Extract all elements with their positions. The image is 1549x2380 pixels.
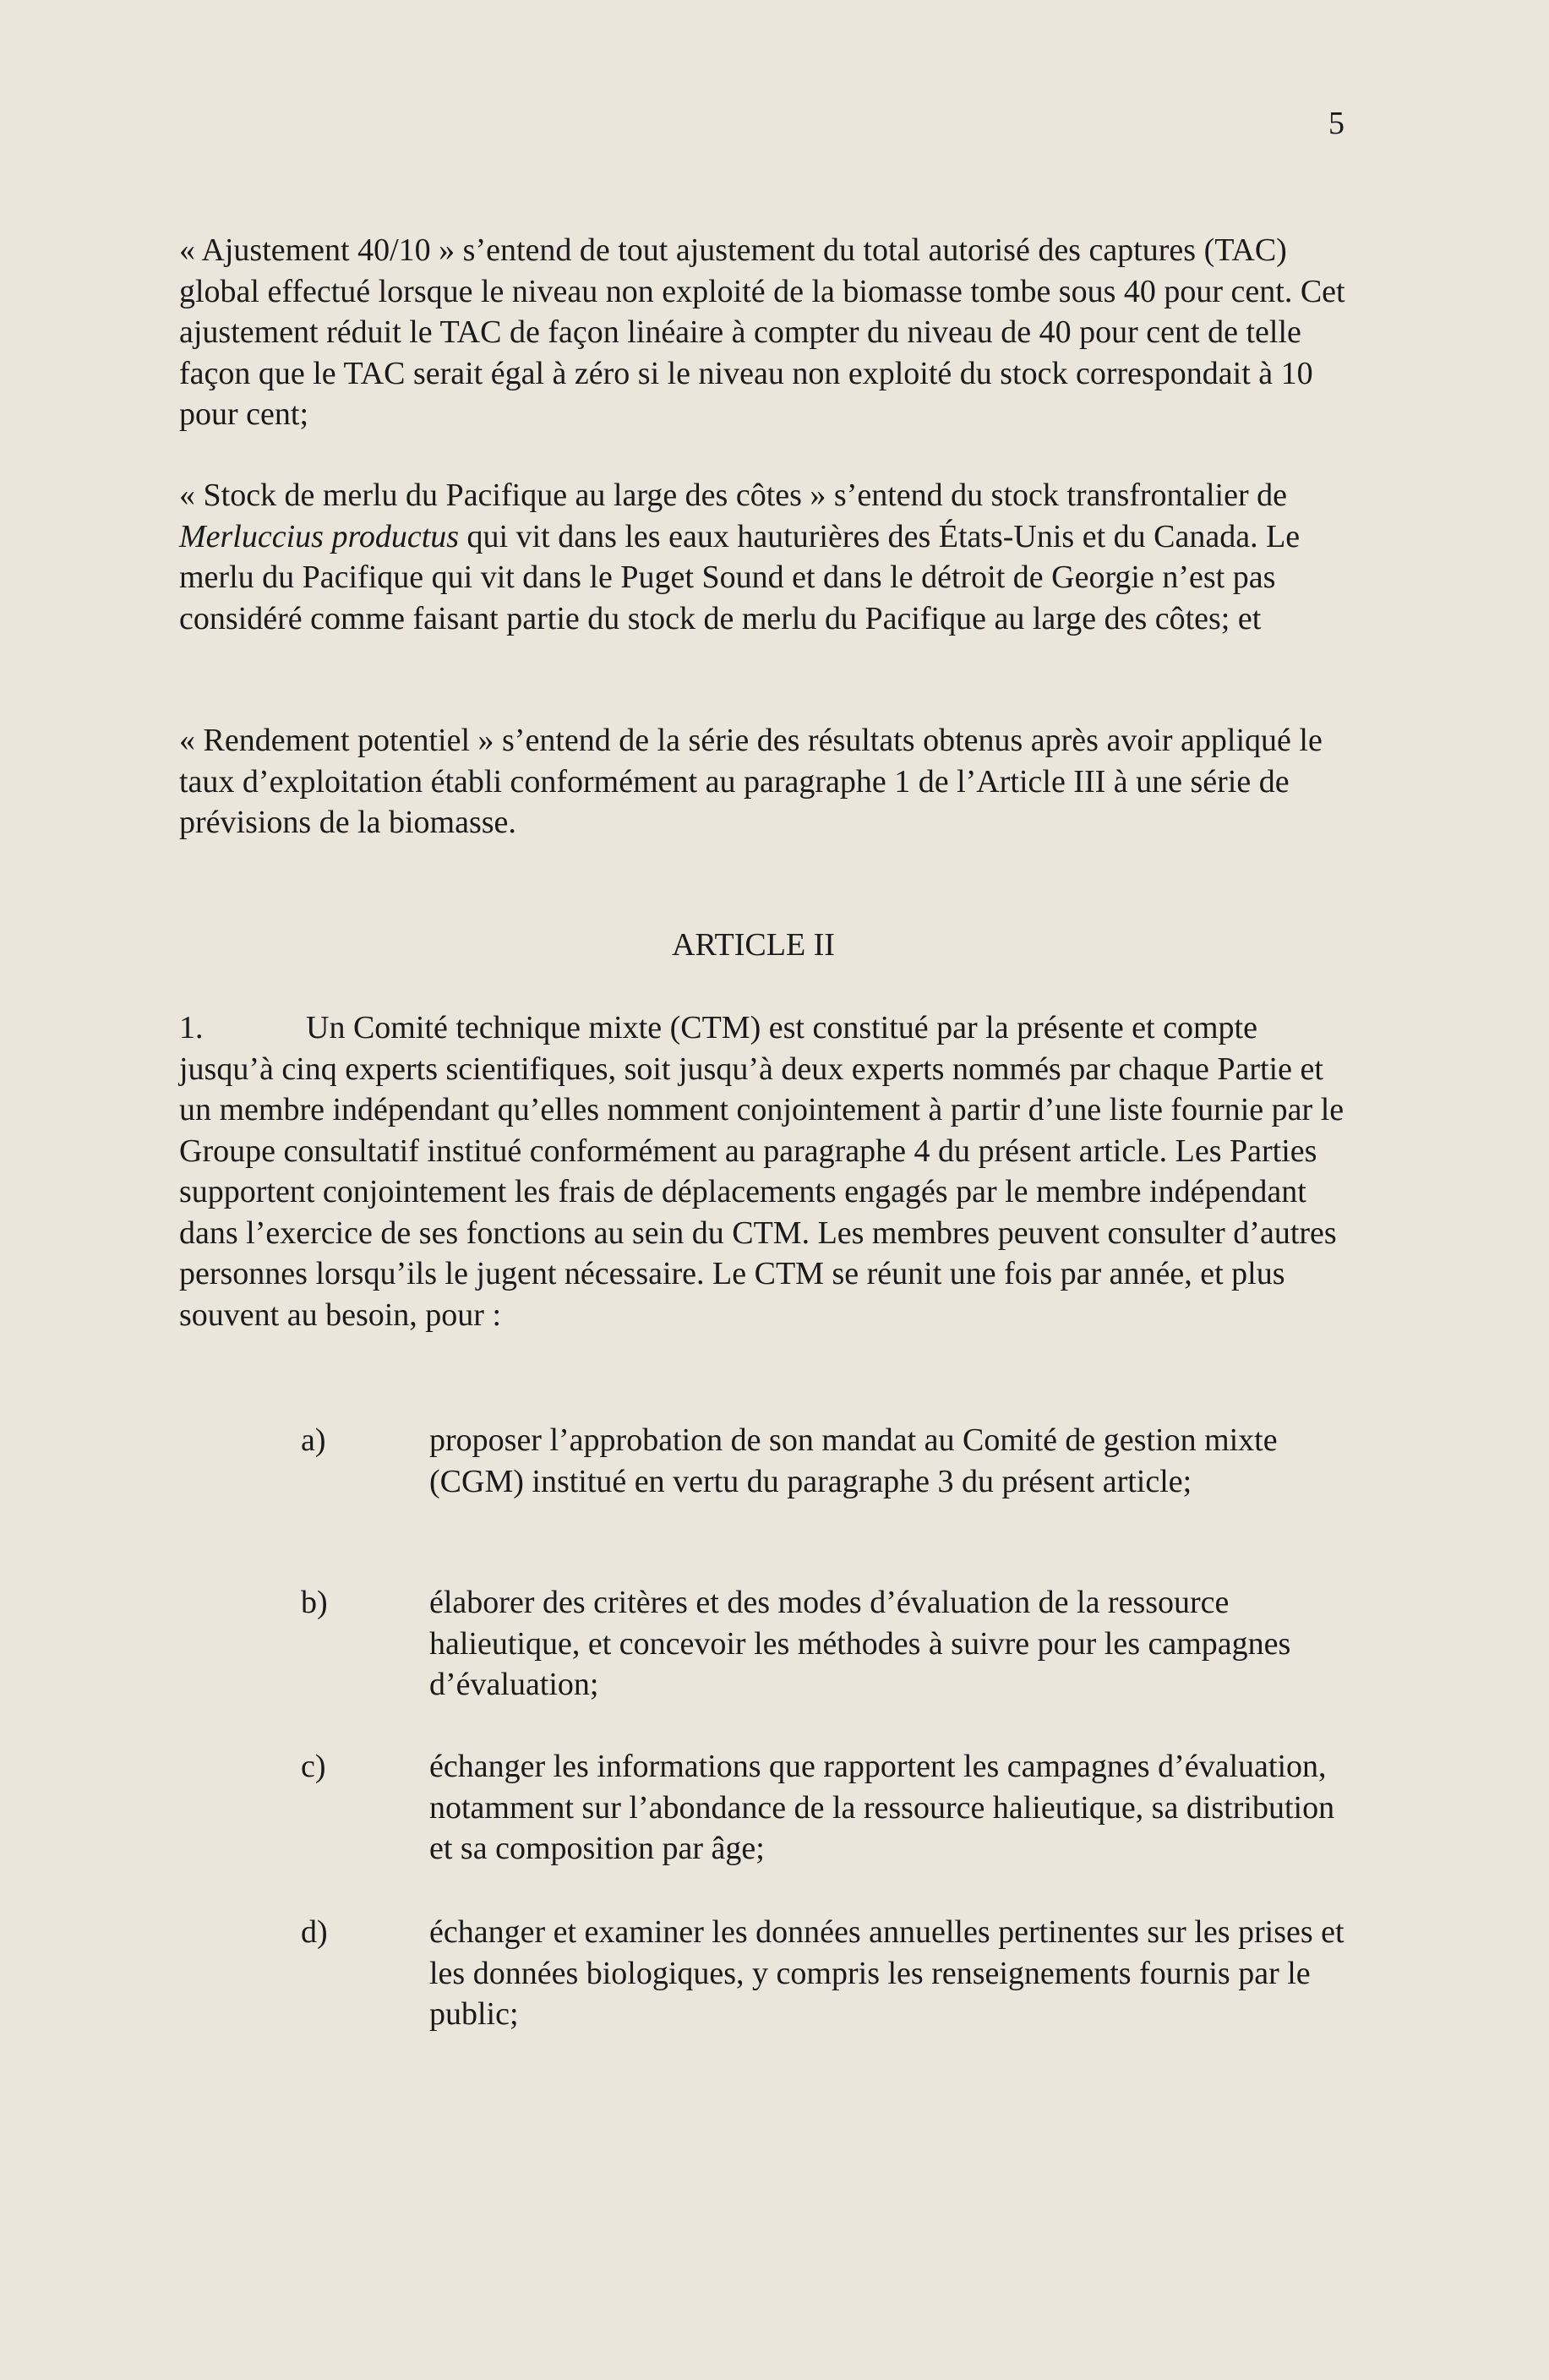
list-item-text: échanger les informations que rapportent les campagnes d’évaluation, notamment sur l’abondance de la ressource halieutique, sa distribution et sa composition par âge; [429, 1749, 1335, 1866]
list-marker: b) [301, 1585, 328, 1620]
definition-stock-text-after: qui vit dans les eaux hauturières des États-Unis et du Canada. Le merlu du Pacifique qui vit dans le Puget Sound et dans le détroit de Georgie n’est pas considéré comme faisant partie du stock de merlu du Pacifique au large des côtes; et [179, 518, 1301, 636]
page-number: 5 [1328, 106, 1344, 141]
definition-ajustement: « Ajustement 40/10 » s’entend de tout ajustement du total autorisé des captures (TAC) global effectué lorsque le niveau non exploité de la biomasse tombe sous 40 pour cent. Cet ajustement réduit le TAC de façon linéaire à compter du niveau de 40 pour cent de telle façon que le TAC serait égal à zéro si le niveau non exploité du stock correspondait à 10 pour cent; [179, 232, 1345, 432]
article-paragraph-1 [179, 1007, 1345, 1335]
definition-rendement: « Rendement potentiel » s’entend de la série des résultats obtenus après avoir appliqué le taux d’exploitation établi conformément au paragraphe 1 de l’Article III à une série de prévisions de la biomasse. [179, 723, 1323, 840]
definition-stock-text-before: « Stock de merlu du Pacifique au large des côtes » s’entend du stock transfrontalier de [179, 478, 1287, 513]
list-marker: c) [301, 1749, 326, 1784]
species-name: Merluccius productus [179, 518, 460, 554]
paragraph-number: 1. [179, 1010, 204, 1045]
list-marker: a) [301, 1422, 326, 1458]
article-heading: ARTICLE II [672, 927, 835, 963]
list-marker: d) [301, 1914, 328, 1950]
list-item-text: échanger et examiner les données annuelles pertinentes sur les prises et les données biologiques, y compris les renseignements fournis par le public; [429, 1914, 1344, 2032]
list-item-text: proposer l’approbation de son mandat au Comité de gestion mixte (CGM) institué en vertu du paragraphe 3 du présent article; [429, 1422, 1278, 1499]
paragraph-text: Un Comité technique mixte (CTM) est constitué par la présente et compte jusqu’à cinq experts scientifiques, soit jusqu’à deux experts nommés par chaque Partie et un membre indépendant qu’elles nomment conjointement à partir d’une liste fournie par le Groupe consultatif institué conformément au paragraphe 4 du présent article. Les Parties supportent conjointement les frais de déplacements engagés par le membre indépendant dans l’exercice de ses fonctions au sein du CTM. Les membres peuvent consulter d’autres personnes lorsqu’ils le jugent nécessaire. Le CTM se réunit une fois par année, et plus souvent au besoin, pour : [179, 1010, 1344, 1333]
definition-stock [179, 475, 1345, 639]
list-item-text: élaborer des critères et des modes d’évaluation de la ressource halieutique, et concevoir les méthodes à suivre pour les campagnes d’évaluation; [429, 1585, 1291, 1702]
